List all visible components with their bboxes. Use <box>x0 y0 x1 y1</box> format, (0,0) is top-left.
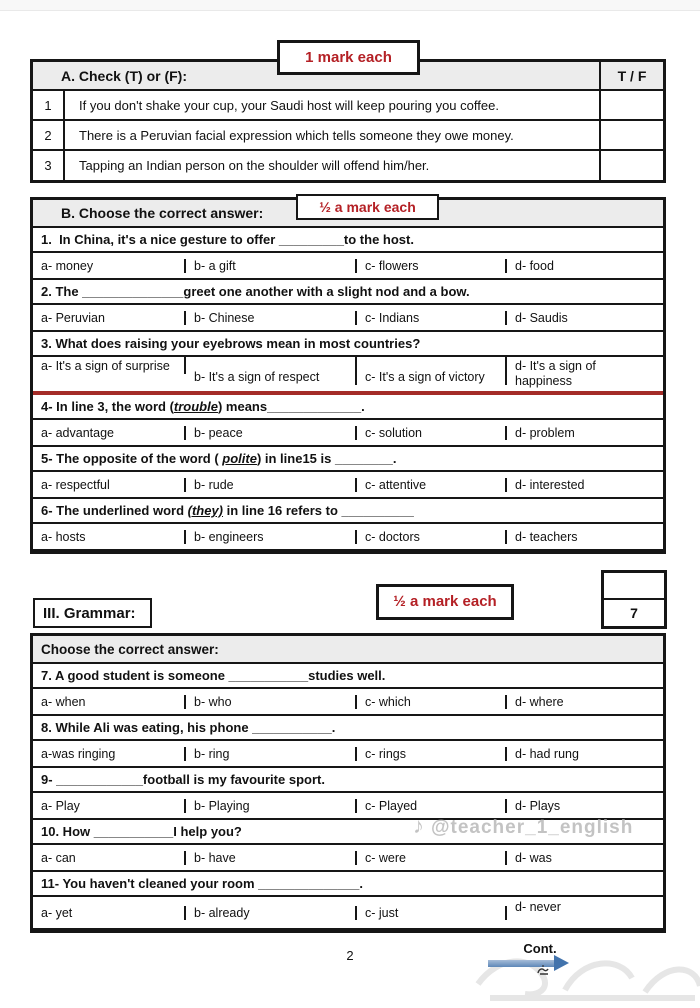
option-a: a- Play <box>33 799 186 813</box>
options-row <box>33 741 663 768</box>
cont-arrow <box>488 955 569 971</box>
options-row <box>33 845 663 872</box>
small-arabic-glyph <box>536 962 552 983</box>
question-text: ) means_____________. <box>217 399 365 414</box>
question-text: 10. How ___________I help you? <box>41 824 242 839</box>
question-text: ) in line15 is ________. <box>256 451 397 466</box>
option-a: a- money <box>33 259 186 273</box>
tiktok-watermark <box>413 813 633 839</box>
top-edge-shadow <box>0 0 700 11</box>
option-d: d- Saudis <box>515 310 568 325</box>
option-a: a- advantage <box>33 426 186 440</box>
options-row <box>33 524 663 551</box>
option-a: a- It's a sign of surprise <box>33 357 186 374</box>
question-text: 6- The underlined word <box>41 503 188 518</box>
statement-text: Tapping an Indian person on the shoulder will offend him/her. <box>79 158 430 173</box>
option-d: d- was <box>515 850 552 865</box>
option-a: a- can <box>33 851 186 865</box>
option-c: c- were <box>357 851 507 865</box>
option-b: b- already <box>186 906 357 920</box>
options-row <box>33 253 663 280</box>
marks-badge-grammar: ½ a mark each <box>376 584 514 620</box>
statement-row <box>33 121 663 151</box>
option-d: d- where <box>515 694 564 709</box>
option-d: d- teachers <box>515 529 578 544</box>
options-row <box>33 897 663 930</box>
question-row <box>33 664 663 689</box>
row-number: 3 <box>33 151 65 180</box>
options-row <box>33 689 663 716</box>
question-row <box>33 447 663 472</box>
option-d: d- Plays <box>515 798 561 813</box>
option-d: d- interested <box>515 477 585 492</box>
option-a: a- hosts <box>33 530 186 544</box>
option-d: d- never <box>515 900 561 914</box>
cont-label: Cont. <box>523 941 557 956</box>
question-row <box>33 499 663 524</box>
music-note-icon: ♪ <box>413 813 425 838</box>
row-number: 2 <box>33 121 65 149</box>
option-b: b- a gift <box>186 259 357 273</box>
option-c: c- which <box>357 695 507 709</box>
option-a: a- Peruvian <box>33 311 186 325</box>
option-a: a- yet <box>33 906 186 920</box>
tiktok-handle: @teacher_1_english <box>431 817 634 838</box>
question-text: 4- In line 3, the word ( <box>41 399 174 414</box>
question-row <box>33 332 663 357</box>
score-total: 7 <box>630 605 638 621</box>
question-row <box>33 228 663 253</box>
option-d: d- problem <box>515 425 575 440</box>
tf-answer-cell <box>599 151 663 180</box>
option-d: d- food <box>515 258 554 273</box>
option-c: c- doctors <box>357 530 507 544</box>
statement-text: There is a Peruvian facial expression which tells someone they owe money. <box>79 127 514 143</box>
option-b: b- Playing <box>186 799 357 813</box>
option-a: a- when <box>33 695 186 709</box>
question-text: in line 16 refers to __________ <box>223 503 414 518</box>
statement-text: If you don't shake your cup, your Saudi host will keep pouring you coffee. <box>79 97 499 113</box>
option-b: b- It's a sign of respect <box>186 357 357 385</box>
marks-badge-section-b: ½ a mark each <box>296 194 439 220</box>
section-b-table <box>30 197 666 554</box>
option-c: c- just <box>357 906 507 920</box>
question-row <box>33 280 663 305</box>
grammar-table-header <box>33 636 663 664</box>
option-c: c- rings <box>357 747 507 761</box>
question-text: 7. A good student is someone ___________studies well. <box>41 668 386 683</box>
grammar-section-title: III. Grammar: <box>33 598 152 628</box>
tf-answer-cell <box>599 91 663 119</box>
section-a-table <box>30 59 666 183</box>
option-c: c- It's a sign of victory <box>357 357 507 385</box>
option-b: b- peace <box>186 426 357 440</box>
option-c: c- attentive <box>357 478 507 492</box>
page-number: 2 <box>346 948 354 963</box>
question-row <box>33 716 663 741</box>
option-d: d- It's a sign of happiness <box>515 359 596 388</box>
question-row <box>33 872 663 897</box>
question-row <box>33 768 663 793</box>
tf-answer-cell <box>599 121 663 149</box>
option-c: c- solution <box>357 426 507 440</box>
score-box <box>601 570 667 629</box>
question-text: 5- The opposite of the word ( <box>41 451 223 466</box>
options-row <box>33 357 663 395</box>
option-a: a-was ringing <box>33 747 186 761</box>
question-text: 9- ____________football is my favourite sport. <box>41 772 325 787</box>
option-c: c- flowers <box>357 259 507 273</box>
statement-row <box>33 91 663 121</box>
option-d: d- had rung <box>515 746 579 761</box>
option-b: b- ring <box>186 747 357 761</box>
option-b: b- who <box>186 695 357 709</box>
question-text: 11- You haven't cleaned your room ______________. <box>41 876 364 891</box>
keyword-underlined: (they) <box>187 503 224 518</box>
option-c: c- Played <box>357 799 507 813</box>
score-empty-cell <box>604 573 664 600</box>
options-row <box>33 472 663 499</box>
option-b: b- Chinese <box>186 311 357 325</box>
option-a: a- respectful <box>33 478 186 492</box>
section-a-title: A. Check (T) or (F): <box>61 67 187 84</box>
grammar-instruction: Choose the correct answer: <box>41 641 219 657</box>
section-b-title: B. Choose the correct answer: <box>61 205 264 221</box>
arrow-head-icon <box>554 955 569 971</box>
question-text: 8. While Ali was eating, his phone ___________. <box>41 720 336 735</box>
option-c: c- Indians <box>357 311 507 325</box>
question-text: 3. What does raising your eyebrows mean in most countries? <box>41 336 421 351</box>
option-b: b- have <box>186 851 357 865</box>
options-row <box>33 305 663 332</box>
marks-badge-section-a: 1 mark each <box>277 40 420 75</box>
option-b: b- rude <box>186 478 357 492</box>
options-row <box>33 420 663 447</box>
question-row <box>33 395 663 420</box>
tf-column-header: T / F <box>599 62 663 89</box>
row-number: 1 <box>33 91 65 119</box>
question-text: 2. The ______________greet one another with a slight nod and a bow. <box>41 284 470 299</box>
keyword-underlined: trouble <box>173 399 218 414</box>
grammar-table <box>30 633 666 933</box>
question-text: 1. In China, it's a nice gesture to offer _________to the host. <box>41 232 414 247</box>
statement-row <box>33 151 663 180</box>
option-b: b- engineers <box>186 530 357 544</box>
keyword-underlined: polite <box>222 451 257 466</box>
